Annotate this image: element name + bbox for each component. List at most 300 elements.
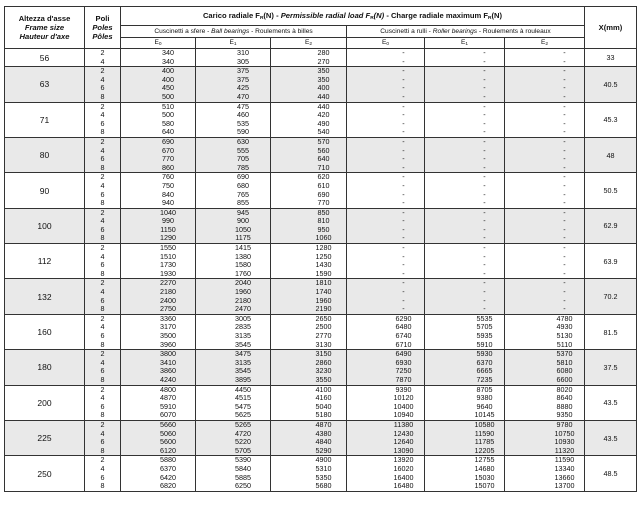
ball-e0-cell — [121, 314, 196, 349]
ball-e1-cell — [196, 456, 271, 491]
x-mm-cell: 81.5 — [585, 314, 637, 349]
cell-value: 2835 — [235, 322, 251, 332]
cell-value: 6820 — [160, 481, 176, 491]
cell-value: - — [402, 207, 405, 217]
cell-value: 1290 — [160, 233, 176, 243]
cell-value: 2 — [100, 384, 105, 394]
cell-value: 280 — [317, 48, 330, 57]
poles-cell — [85, 137, 121, 172]
x-mm-cell: 62.9 — [585, 208, 637, 243]
cell-value: 5935 — [476, 331, 493, 340]
cell-value: - — [563, 251, 566, 261]
roller-e0-cell — [347, 350, 425, 385]
ball-e1-header — [196, 38, 271, 49]
cell-value: 1760 — [235, 268, 251, 278]
cell-value: 5660 — [160, 419, 176, 429]
cell-value: - — [483, 83, 486, 93]
poles-cell — [85, 208, 121, 243]
cell-value: 440 — [317, 101, 330, 111]
cell-value: 6420 — [160, 472, 176, 482]
title-sub-2: R — [370, 16, 374, 21]
roller-e1-cell — [425, 208, 505, 243]
cell-value: 4160 — [315, 393, 332, 403]
frame-size-cell: 90 — [5, 173, 85, 208]
frame-size-cell: 112 — [5, 244, 85, 279]
cell-value: 1050 — [235, 224, 251, 234]
cell-value: 5535 — [476, 313, 493, 323]
cell-value: 1415 — [235, 243, 251, 253]
roller-e1-header — [425, 38, 505, 49]
cell-value: 5705 — [476, 322, 493, 332]
cell-value: 5110 — [556, 339, 573, 349]
cell-value: - — [563, 83, 566, 93]
cell-value: 8 — [100, 481, 105, 491]
cell-value: 2 — [100, 313, 105, 323]
cell-value: 12430 — [393, 428, 414, 438]
cell-value: 16400 — [393, 472, 414, 482]
roller-e1-cell — [425, 456, 505, 491]
ball-e1-cell — [196, 314, 271, 349]
cell-value: 630 — [237, 136, 249, 146]
ball-e2-cell — [271, 385, 347, 420]
cell-value: - — [563, 224, 566, 234]
cell-value: - — [483, 304, 486, 314]
cell-value: - — [402, 251, 405, 261]
roller-e1-cell — [425, 279, 505, 314]
frame-size-label-it: Altezza d'asse — [18, 14, 71, 23]
title-unit-1: (N) — [263, 11, 274, 20]
frame-size-cell: 225 — [5, 420, 85, 455]
cell-value: 690 — [237, 172, 249, 182]
cell-value: 6600 — [556, 374, 573, 384]
cell-value: 13920 — [393, 455, 414, 465]
cell-value: 13660 — [554, 472, 575, 482]
cell-value: 4870 — [315, 419, 332, 429]
cell-value: 14680 — [474, 463, 495, 473]
cell-value: 8880 — [556, 401, 573, 411]
cell-value: 350 — [317, 66, 330, 76]
cell-value: - — [402, 172, 405, 182]
cell-value: 2860 — [315, 357, 332, 367]
cell-value: 670 — [162, 145, 174, 155]
cell-value: 690 — [317, 189, 330, 199]
ball-e1-cell — [196, 420, 271, 455]
cell-value: 710 — [317, 162, 330, 172]
cell-value: 5600 — [160, 437, 176, 447]
cell-value: - — [563, 207, 566, 217]
e-letter: E — [304, 39, 310, 46]
cell-value: - — [483, 48, 486, 57]
roller-e1-cell — [425, 67, 505, 102]
table-row — [5, 102, 637, 137]
ball-e0-cell — [121, 67, 196, 102]
cell-value: 2190 — [315, 304, 332, 314]
roller-e2-cell — [505, 385, 585, 420]
poles-label-fr: Pôles — [92, 32, 113, 41]
cell-value: - — [402, 287, 405, 297]
title-unit-3: (N) — [491, 11, 503, 20]
cell-value: 11785 — [474, 437, 495, 447]
roller-e2-cell — [505, 137, 585, 172]
cell-value: 340 — [162, 48, 174, 57]
roller-e0-cell — [347, 173, 425, 208]
roller-e2-cell — [505, 314, 585, 349]
cell-value: 9640 — [476, 401, 493, 411]
cell-value: 5840 — [235, 463, 251, 473]
cell-value: - — [402, 74, 405, 84]
cell-value: 5180 — [315, 410, 332, 420]
cell-value: 5370 — [556, 349, 573, 359]
cell-value: 2040 — [235, 278, 251, 288]
cell-value: 1930 — [160, 268, 176, 278]
cell-value: - — [402, 189, 405, 199]
roller-e1-cell — [425, 350, 505, 385]
cell-value: 2 — [100, 419, 105, 429]
cell-value: - — [563, 268, 566, 278]
cell-value: 6 — [100, 260, 105, 270]
cell-value: - — [402, 243, 405, 253]
cell-value: 450 — [162, 83, 174, 93]
cell-value: 270 — [317, 56, 330, 66]
cell-value: 4515 — [235, 393, 251, 403]
cell-value: 5930 — [476, 349, 493, 359]
ball-e2-cell — [271, 49, 347, 67]
cell-value: 705 — [237, 154, 249, 164]
table-body — [5, 49, 637, 492]
frame-size-label-fr: Hauteur d'axe — [19, 32, 70, 41]
cell-value: 10750 — [554, 428, 575, 438]
ball-e1-cell — [196, 173, 271, 208]
roller-e0-cell — [347, 208, 425, 243]
cell-value: 5290 — [315, 445, 332, 455]
x-mm-cell: 48.5 — [585, 456, 637, 491]
x-mm-header: X(mm) — [585, 7, 637, 49]
cell-value: 6070 — [160, 410, 176, 420]
cell-value: 1150 — [160, 224, 176, 234]
cell-value: - — [563, 172, 566, 182]
cell-value: 540 — [317, 127, 330, 137]
cell-value: 3860 — [160, 366, 176, 376]
cell-value: 10145 — [474, 410, 495, 420]
cell-value: - — [563, 145, 566, 155]
ball-e2-cell — [271, 350, 347, 385]
cell-value: 3500 — [160, 331, 176, 340]
ball-e2-cell — [271, 456, 347, 491]
cell-value: 6710 — [395, 339, 412, 349]
cell-value: 2 — [100, 455, 105, 465]
ball-e1-cell — [196, 279, 271, 314]
ball-e2-cell — [271, 102, 347, 137]
frame-size-label-en: Frame size — [24, 23, 65, 32]
cell-value: 12205 — [474, 445, 495, 455]
cell-value: 4930 — [556, 322, 573, 332]
cell-value: - — [483, 56, 486, 66]
roller-e1-cell — [425, 244, 505, 279]
frame-size-cell: 71 — [5, 102, 85, 137]
cell-value: 3230 — [315, 366, 332, 376]
cell-value: 5390 — [235, 455, 251, 465]
cell-value: 2 — [100, 48, 105, 57]
cell-value: 810 — [317, 216, 330, 226]
ball-e1-cell — [196, 137, 271, 172]
cell-value: 305 — [237, 56, 249, 66]
cell-value: - — [563, 295, 566, 305]
cell-value: - — [483, 162, 486, 172]
ball-e0-cell — [121, 173, 196, 208]
cell-value: 310 — [237, 48, 249, 57]
ball-e0-cell — [121, 420, 196, 455]
cell-value: 6 — [100, 189, 105, 199]
e-letter: E — [229, 39, 234, 46]
cell-value: 560 — [317, 145, 330, 155]
cell-value: 4 — [100, 216, 105, 226]
cell-value: 11320 — [554, 445, 575, 455]
ball-e0-header — [121, 38, 196, 49]
cell-value: - — [483, 268, 486, 278]
cell-value: 1960 — [315, 295, 332, 305]
cell-value: - — [563, 260, 566, 270]
roller-e2-cell — [505, 208, 585, 243]
x-mm-cell: 43.5 — [585, 385, 637, 420]
x-mm-cell: 40.5 — [585, 67, 637, 102]
roller-e1-cell — [425, 173, 505, 208]
frame-size-cell: 250 — [5, 456, 85, 491]
cell-value: 2 — [100, 278, 105, 288]
title-sub-3: R — [488, 16, 492, 21]
cell-value: 490 — [317, 118, 330, 128]
cell-value: 375 — [237, 74, 249, 84]
roller-fr: - Roulements à rouleaux — [477, 28, 551, 35]
radial-load-table-container — [4, 6, 636, 492]
roller-e0-cell — [347, 102, 425, 137]
cell-value: 4 — [100, 180, 105, 190]
cell-value: 8 — [100, 162, 105, 172]
cell-value: - — [563, 198, 566, 208]
cell-value: 8 — [100, 304, 105, 314]
e-letter: E — [540, 39, 546, 46]
cell-value: 1960 — [235, 287, 251, 297]
cell-value: 555 — [237, 145, 249, 155]
cell-value: 13340 — [554, 463, 575, 473]
cell-value: 6 — [100, 401, 105, 411]
cell-value: 4 — [100, 251, 105, 261]
cell-value: - — [483, 172, 486, 182]
cell-value: 3150 — [315, 349, 332, 359]
ball-bearings-header — [121, 26, 347, 38]
cell-value: 4870 — [160, 393, 176, 403]
ball-e0-cell — [121, 279, 196, 314]
cell-value: 760 — [162, 172, 174, 182]
cell-value: 4 — [100, 393, 105, 403]
ball-e0-cell — [121, 456, 196, 491]
cell-value: 15030 — [474, 472, 495, 482]
cell-value: 6 — [100, 437, 105, 447]
cell-value: 8 — [100, 91, 105, 101]
e-sub: 1 — [233, 42, 237, 47]
cell-value: - — [563, 278, 566, 288]
cell-value: 5220 — [235, 437, 251, 447]
cell-value: 10120 — [393, 393, 414, 403]
cell-value: 4450 — [235, 384, 251, 394]
cell-value: 4 — [100, 74, 105, 84]
cell-value: 375 — [237, 66, 249, 76]
cell-value: 4 — [100, 145, 105, 155]
cell-value: 5885 — [235, 472, 251, 482]
cell-value: 570 — [317, 136, 330, 146]
cell-value: - — [402, 66, 405, 76]
frame-size-cell: 160 — [5, 314, 85, 349]
e-letter: E — [381, 39, 387, 46]
cell-value: 6 — [100, 224, 105, 234]
cell-value: 8020 — [556, 384, 573, 394]
cell-value: 7250 — [395, 366, 412, 376]
title-fr: Charge radiale maximum F — [390, 11, 489, 20]
cell-value: 640 — [317, 154, 330, 164]
ball-en: Ball bearings — [211, 28, 250, 35]
cell-value: - — [563, 48, 566, 57]
ball-e1-cell — [196, 244, 271, 279]
cell-value: - — [402, 180, 405, 190]
cell-value: 4 — [100, 463, 105, 473]
cell-value: - — [483, 127, 486, 137]
ball-fr: - Roulements à billes — [249, 28, 313, 35]
x-mm-cell: 37.5 — [585, 350, 637, 385]
poles-cell — [85, 420, 121, 455]
cell-value: 1580 — [235, 260, 251, 270]
cell-value: 1510 — [160, 251, 176, 261]
roller-e0-cell — [347, 67, 425, 102]
cell-value: 5910 — [160, 401, 176, 411]
e-sub: 1 — [465, 42, 469, 47]
cell-value: 2750 — [160, 304, 176, 314]
frame-size-cell: 132 — [5, 279, 85, 314]
cell-value: - — [483, 118, 486, 128]
cell-value: - — [402, 48, 405, 57]
cell-value: 5680 — [315, 481, 332, 491]
ball-e2-cell — [271, 244, 347, 279]
cell-value: - — [563, 74, 566, 84]
cell-value: 4240 — [160, 374, 176, 384]
roller-e2-cell — [505, 173, 585, 208]
cell-value: 5060 — [160, 428, 176, 438]
ball-e1-cell — [196, 208, 271, 243]
cell-value: 6290 — [395, 313, 412, 323]
roller-e2-cell — [505, 350, 585, 385]
cell-value: 500 — [162, 91, 174, 101]
cell-value: 640 — [162, 127, 174, 137]
cell-value: 1175 — [235, 233, 251, 243]
cell-value: 6930 — [395, 357, 412, 367]
cell-value: 3475 — [235, 349, 251, 359]
frame-size-header — [5, 7, 85, 49]
cell-value: 4100 — [315, 384, 332, 394]
cell-value: 535 — [237, 118, 249, 128]
cell-value: 4800 — [160, 384, 176, 394]
cell-value: 2770 — [315, 331, 332, 340]
table-row — [5, 314, 637, 349]
cell-value: 10930 — [554, 437, 575, 447]
cell-value: 12640 — [393, 437, 414, 447]
cell-value: - — [563, 233, 566, 243]
cell-value: 12755 — [474, 455, 495, 465]
cell-value: 3550 — [315, 374, 332, 384]
cell-value: 4 — [100, 110, 105, 120]
cell-value: 4 — [100, 322, 105, 332]
roller-e2-cell — [505, 102, 585, 137]
cell-value: 2 — [100, 66, 105, 76]
cell-value: 3545 — [235, 366, 251, 376]
cell-value: 4 — [100, 428, 105, 438]
ball-e0-cell — [121, 137, 196, 172]
cell-value: 9780 — [556, 419, 573, 429]
table-row — [5, 244, 637, 279]
cell-value: - — [483, 287, 486, 297]
ball-e2-header — [271, 38, 347, 49]
cell-value: 5040 — [315, 401, 332, 411]
cell-value: 2500 — [315, 322, 332, 332]
cell-value: 13700 — [554, 481, 575, 491]
cell-value: 4840 — [315, 437, 332, 447]
cell-value: 5265 — [235, 419, 251, 429]
cell-value: - — [483, 207, 486, 217]
cell-value: - — [563, 304, 566, 314]
x-mm-cell: 43.5 — [585, 420, 637, 455]
cell-value: 4 — [100, 287, 105, 297]
roller-e2-cell — [505, 244, 585, 279]
cell-value: 5910 — [476, 339, 493, 349]
cell-value: 16480 — [393, 481, 414, 491]
cell-value: 2 — [100, 349, 105, 359]
cell-value: 420 — [317, 110, 330, 120]
cell-value: 6370 — [160, 463, 176, 473]
cell-value: 2 — [100, 207, 105, 217]
cell-value: 8 — [100, 127, 105, 137]
cell-value: - — [402, 216, 405, 226]
cell-value: 2180 — [235, 295, 251, 305]
table-row — [5, 208, 637, 243]
poles-cell — [85, 456, 121, 491]
cell-value: 6 — [100, 366, 105, 376]
frame-size-cell: 63 — [5, 67, 85, 102]
poles-label-it: Poli — [95, 14, 110, 23]
cell-value: 3135 — [235, 357, 251, 367]
poles-cell — [85, 279, 121, 314]
cell-value: 8 — [100, 374, 105, 384]
cell-value: 900 — [237, 216, 249, 226]
cell-value: - — [483, 154, 486, 164]
frame-size-cell: 56 — [5, 49, 85, 67]
cell-value: 400 — [317, 83, 330, 93]
cell-value: 7870 — [395, 374, 412, 384]
ball-e1-cell — [196, 350, 271, 385]
cell-value: 6120 — [160, 445, 176, 455]
cell-value: - — [563, 154, 566, 164]
cell-value: - — [402, 198, 405, 208]
cell-value: 3800 — [160, 349, 176, 359]
cell-value: 785 — [237, 162, 249, 172]
ball-it: Cuscinetti a sfere - — [154, 28, 212, 35]
cell-value: - — [483, 260, 486, 270]
cell-value: - — [483, 101, 486, 111]
e-letter: E — [154, 39, 159, 46]
cell-value: 6480 — [395, 322, 412, 332]
roller-e0-cell — [347, 279, 425, 314]
cell-value: 400 — [162, 66, 174, 76]
x-mm-cell: 63.9 — [585, 244, 637, 279]
cell-value: 4900 — [315, 455, 332, 465]
roller-e2-cell — [505, 279, 585, 314]
x-mm-cell: 33 — [585, 49, 637, 67]
